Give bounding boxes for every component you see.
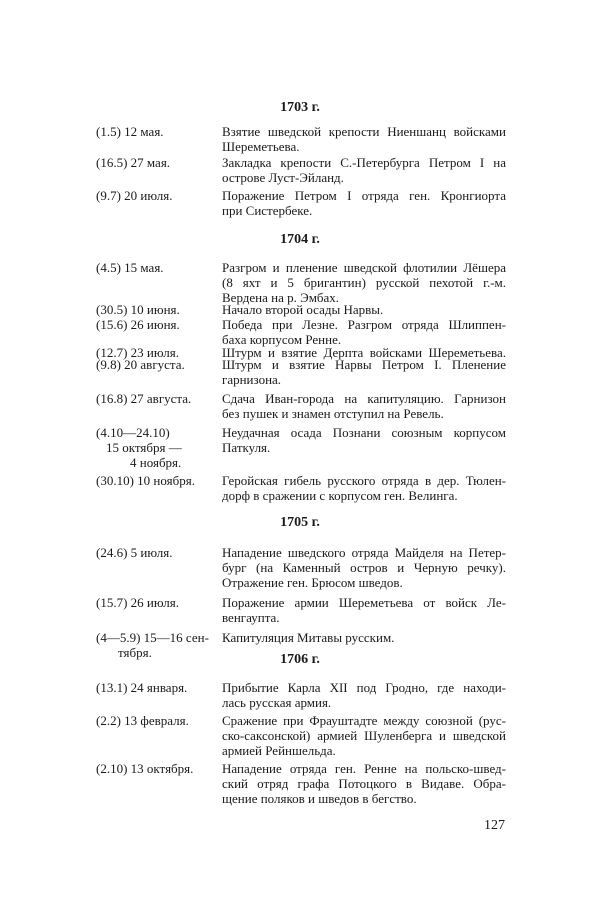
- entry-text-line: Закладка крепости С.-Петербурга Петром I на: [222, 155, 506, 170]
- entry-text-line: Капитуляция Митавы русским.: [222, 630, 395, 645]
- entry-date: [96, 680, 222, 695]
- entry-date: [96, 302, 222, 317]
- entry-text-line: острове Луст-Эйланд.: [222, 170, 344, 185]
- entry-date: [96, 595, 222, 610]
- entry-description: [222, 545, 506, 590]
- entry-date-line: (30.10) 10 ноября.: [96, 473, 195, 488]
- entry-date: [96, 473, 222, 488]
- entry-text-line: Поражение Петром I отряда ген. Кронгиорта: [222, 188, 506, 203]
- entry-date-line: 4 ноября.: [130, 455, 182, 470]
- entry-description: [222, 188, 506, 218]
- entry-description: [222, 124, 506, 154]
- entry-date-line: (16.8) 27 августа.: [96, 391, 192, 406]
- entry-text-line: Победа при Лезне. Разгром отряда Шлиппен-: [222, 317, 506, 332]
- entry-text-line: щение поляков и шведов в бегство.: [222, 791, 417, 806]
- year-heading: 1705 г.: [280, 515, 320, 530]
- entry-text-line: Неудачная осада Познани союзным корпусом: [222, 425, 506, 440]
- entry-text-line: без пушек и знамен отступил на Ревель.: [222, 406, 444, 421]
- entry-text-line: Нападение отряда ген. Ренне на польско-швед-: [222, 761, 506, 776]
- entry-description: [222, 425, 506, 455]
- entry-date-line: (2.2) 13 февраля.: [96, 713, 189, 728]
- entry-text-line: Шереметьева.: [222, 139, 300, 154]
- entry-text-line: Отражение ген. Брюсом шведов.: [222, 575, 403, 590]
- entry-text-line: Сражение при Фрауштадте между союзной (рус-: [222, 713, 506, 728]
- entry-text-line: Геройская гибель русского отряда в дер. Тюлен-: [222, 473, 506, 488]
- entry-date-line: (13.1) 24 января.: [96, 680, 188, 695]
- entry-text-line: при Систербеке.: [222, 203, 313, 218]
- entry-text-line: бург (на Каменный остров и Черную речку).: [222, 560, 506, 575]
- entry-date: [96, 317, 222, 332]
- year-heading: 1706 г.: [280, 652, 320, 667]
- entry-date-line: (9.8) 20 августа.: [96, 357, 185, 372]
- entry-date-line: (4.10—24.10): [96, 425, 170, 440]
- entry-text-line: Вердена на р. Эмбах.: [222, 290, 340, 305]
- entry-date-line: (15.7) 26 июля.: [96, 595, 179, 610]
- entry-description: [222, 761, 506, 806]
- entry-date: [96, 357, 222, 372]
- year-heading: 1703 г.: [280, 100, 320, 115]
- entry-text-line: баха корпусом Ренне.: [222, 332, 342, 347]
- entry-text-line: Прибытие Карла XII под Гродно, где находи-: [222, 680, 506, 695]
- entry-description: [222, 473, 506, 503]
- entry-date-line: (16.5) 27 мая.: [96, 155, 171, 170]
- entry-text-line: Штурм и взятие Нарвы Петром I. Пленение: [222, 357, 506, 372]
- entry-date-line: (4—5.9) 15—16 сен-: [96, 630, 209, 645]
- entry-text-line: Сдача Иван-города на капитуляцию. Гарнизон: [222, 391, 506, 406]
- entry-date-line: (30.5) 10 июня.: [96, 302, 180, 317]
- entry-text-line: ский отряд графа Потоцкого в Видаве. Обра-: [222, 776, 506, 791]
- entry-text-line: гарнизона.: [222, 372, 282, 387]
- entry-description: [222, 391, 506, 421]
- entry-text-line: армией Рейншельда.: [222, 743, 336, 758]
- entry-description: [222, 302, 506, 317]
- entry-text-line: ско-саксонской) армией Шуленберга и шведской: [222, 728, 506, 743]
- entry-text-line: Нападение шведского отряда Майделя на Петер-: [222, 545, 506, 560]
- entry-date: [96, 188, 222, 203]
- entry-text-line: Взятие шведской крепости Ниеншанц войсками: [222, 124, 506, 139]
- entry-date-line: (12.7) 23 июля.: [96, 345, 179, 360]
- entry-date-line: (4.5) 15 мая.: [96, 260, 164, 275]
- entry-date: [96, 391, 222, 406]
- page-number: 127: [484, 818, 505, 833]
- entry-date: [96, 425, 222, 470]
- entry-date-line: (24.6) 5 июля.: [96, 545, 173, 560]
- entry-date-line: (2.10) 13 октября.: [96, 761, 194, 776]
- entry-text-line: Разгром и пленение шведской флотилии Лёшера: [222, 260, 506, 275]
- entry-date: [96, 545, 222, 560]
- entry-date: [96, 155, 222, 170]
- entry-text-line: Паткуля.: [222, 440, 271, 455]
- entry-text-line: венгаупта.: [222, 610, 280, 625]
- year-heading: 1704 г.: [280, 232, 320, 247]
- entry-description: [222, 260, 506, 305]
- entry-text-line: лась русская армия.: [222, 695, 332, 710]
- entry-date-line: 15 октября —: [106, 440, 182, 455]
- entry-date-line: (15.6) 26 июня.: [96, 317, 180, 332]
- entry-description: [222, 357, 506, 387]
- entry-date: [96, 260, 222, 275]
- entry-description: [222, 155, 506, 185]
- entry-description: [222, 630, 506, 645]
- entry-date-line: (9.7) 20 июля.: [96, 188, 173, 203]
- entry-date: [96, 761, 222, 776]
- entry-text-line: Поражение армии Шереметьева от войск Ле-: [222, 595, 506, 610]
- entry-date: [96, 713, 222, 728]
- entry-description: [222, 317, 506, 347]
- entry-date-line: тября.: [118, 645, 152, 660]
- entry-text-line: дорф в сражении с корпусом ген. Велинга.: [222, 488, 458, 503]
- entry-description: [222, 595, 506, 625]
- entry-description: [222, 713, 506, 758]
- entry-text-line: (8 яхт и 5 бригантин) русской пехотой г.-м.: [222, 275, 506, 290]
- entry-text-line: Начало второй осады Нарвы.: [222, 302, 384, 317]
- entry-date: [96, 124, 222, 139]
- entry-date-line: (1.5) 12 мая.: [96, 124, 164, 139]
- entry-description: [222, 680, 506, 710]
- entry-text-line: Штурм и взятие Дерпта войсками Шереметьева.: [222, 345, 506, 360]
